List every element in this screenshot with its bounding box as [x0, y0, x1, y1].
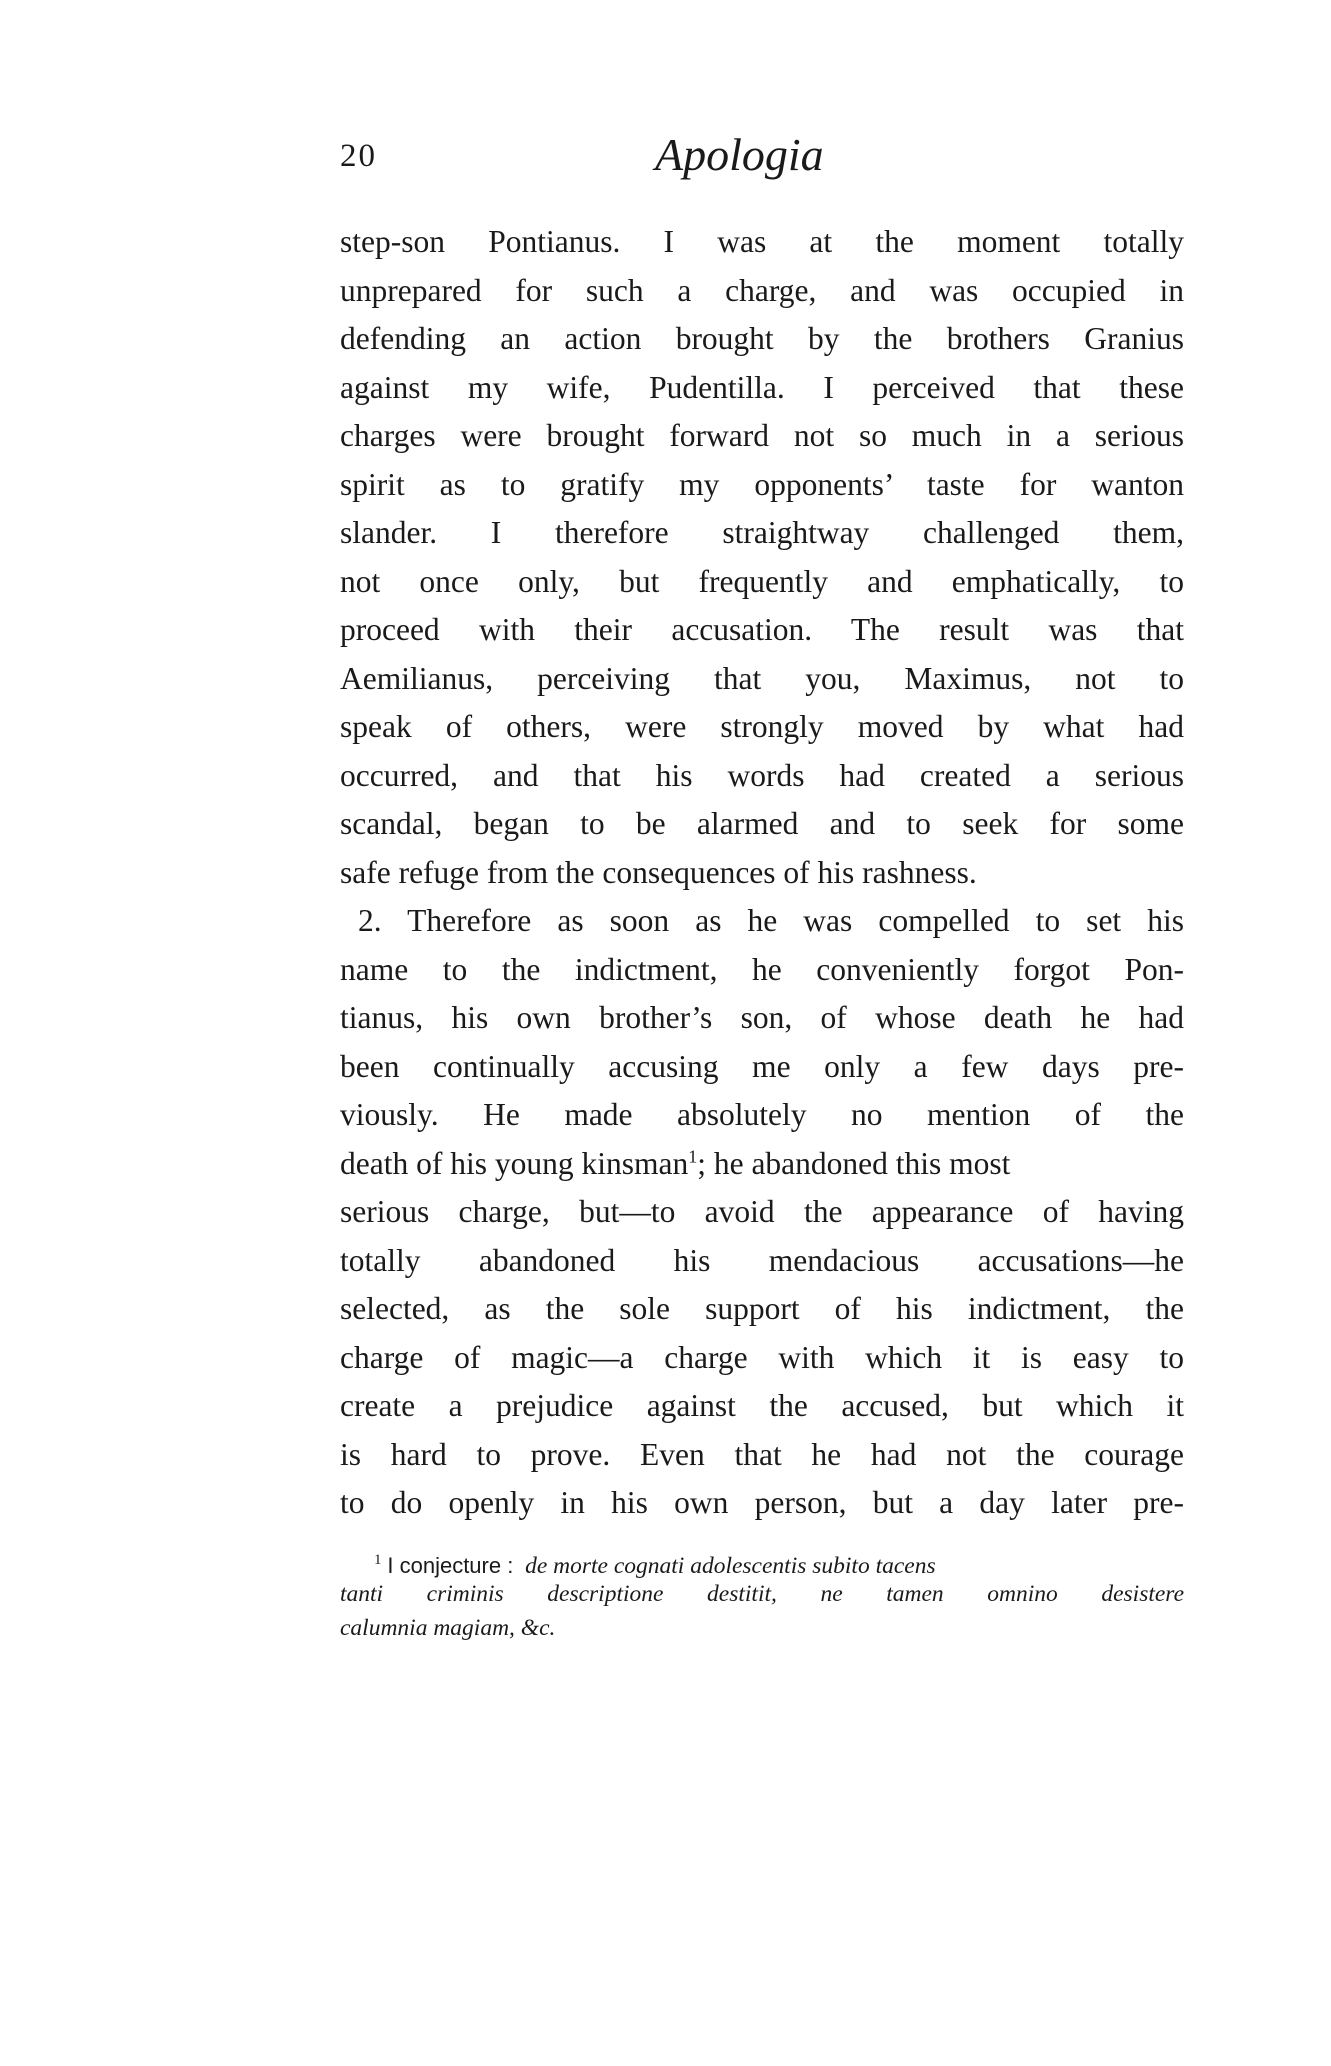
text-line: against my wife, Pudentilla. I perceived that these [340, 369, 1184, 405]
text-line: charge of magic—a charge with which it is easy to [340, 1339, 1184, 1375]
text-line: create a prejudice against the accused, but which it [340, 1388, 1184, 1423]
text-line: unprepared for such a charge, and was occupied in [340, 272, 1184, 308]
text-line: occurred, and that his words had created a serious [340, 757, 1184, 793]
footnote-line: tanti criminis descriptione destitit, ne tamen omnino desistere [340, 1581, 1184, 1607]
footnote-reference: 1 [688, 1146, 698, 1166]
footnote-mark: 1 [374, 1552, 382, 1568]
text-line: selected, as the sole support of his indictment, the [340, 1291, 1184, 1326]
text-line: step-son Pontianus. I was at the moment totally [340, 224, 1184, 259]
footnote-lead: I conjecture : [387, 1552, 514, 1578]
text-line: totally abandoned his mendacious accusations—he [340, 1242, 1184, 1278]
text-line: tianus, his own brother’s son, of whose death he had [340, 1000, 1184, 1035]
text-line: defending an action brought by the brothers Granius [340, 321, 1184, 356]
text-line: spirit as to gratify my opponents’ taste for wanton [340, 466, 1184, 502]
text-line: been continually accusing me only a few days pre- [340, 1048, 1184, 1084]
text-line: scandal, began to be alarmed and to seek for some [340, 806, 1184, 841]
footnote-line: calumnia magiam, &c. [340, 1615, 556, 1641]
text-line: Aemilianus, perceiving that you, Maximus, not to [340, 660, 1184, 696]
footnote-line [340, 1543, 1184, 1577]
text-fragment: ; he abandoned this most [697, 1145, 1011, 1181]
text-line: slander. I therefore straightway challenged them, [340, 515, 1184, 550]
running-head [340, 128, 1184, 188]
text-fragment: death of his young kinsman [340, 1145, 689, 1181]
running-title: Apologia [655, 129, 824, 180]
text-line: is hard to prove. Even that he had not the courage [340, 1436, 1184, 1472]
text-line: speak of others, were strongly moved by what had [340, 709, 1184, 744]
text-line: serious charge, but—to avoid the appearance of having [340, 1194, 1184, 1229]
text-line: not once only, but frequently and emphatically, to [340, 563, 1184, 599]
text-line: name to the indictment, he conveniently forgot Pon- [340, 951, 1184, 987]
body-text [340, 218, 1184, 1528]
text-line: charges were brought forward not so much in a serious [340, 418, 1184, 453]
footnote-text: de morte cognati adolescentis subito tacens [525, 1552, 936, 1579]
text-line: to do openly in his own person, but a day later pre- [340, 1485, 1184, 1520]
text-line: safe refuge from the consequences of his rashness. [340, 854, 977, 890]
text-line-with-footnote [340, 1140, 1184, 1189]
footnotes [340, 1543, 1184, 1645]
text-line: proceed with their accusation. The result was that [340, 612, 1184, 647]
text-line: 2. Therefore as soon as he was compelled to set his [358, 903, 1184, 938]
text-line: viously. He made absolutely no mention of the [340, 1097, 1184, 1132]
page-number: 20 [340, 138, 377, 174]
